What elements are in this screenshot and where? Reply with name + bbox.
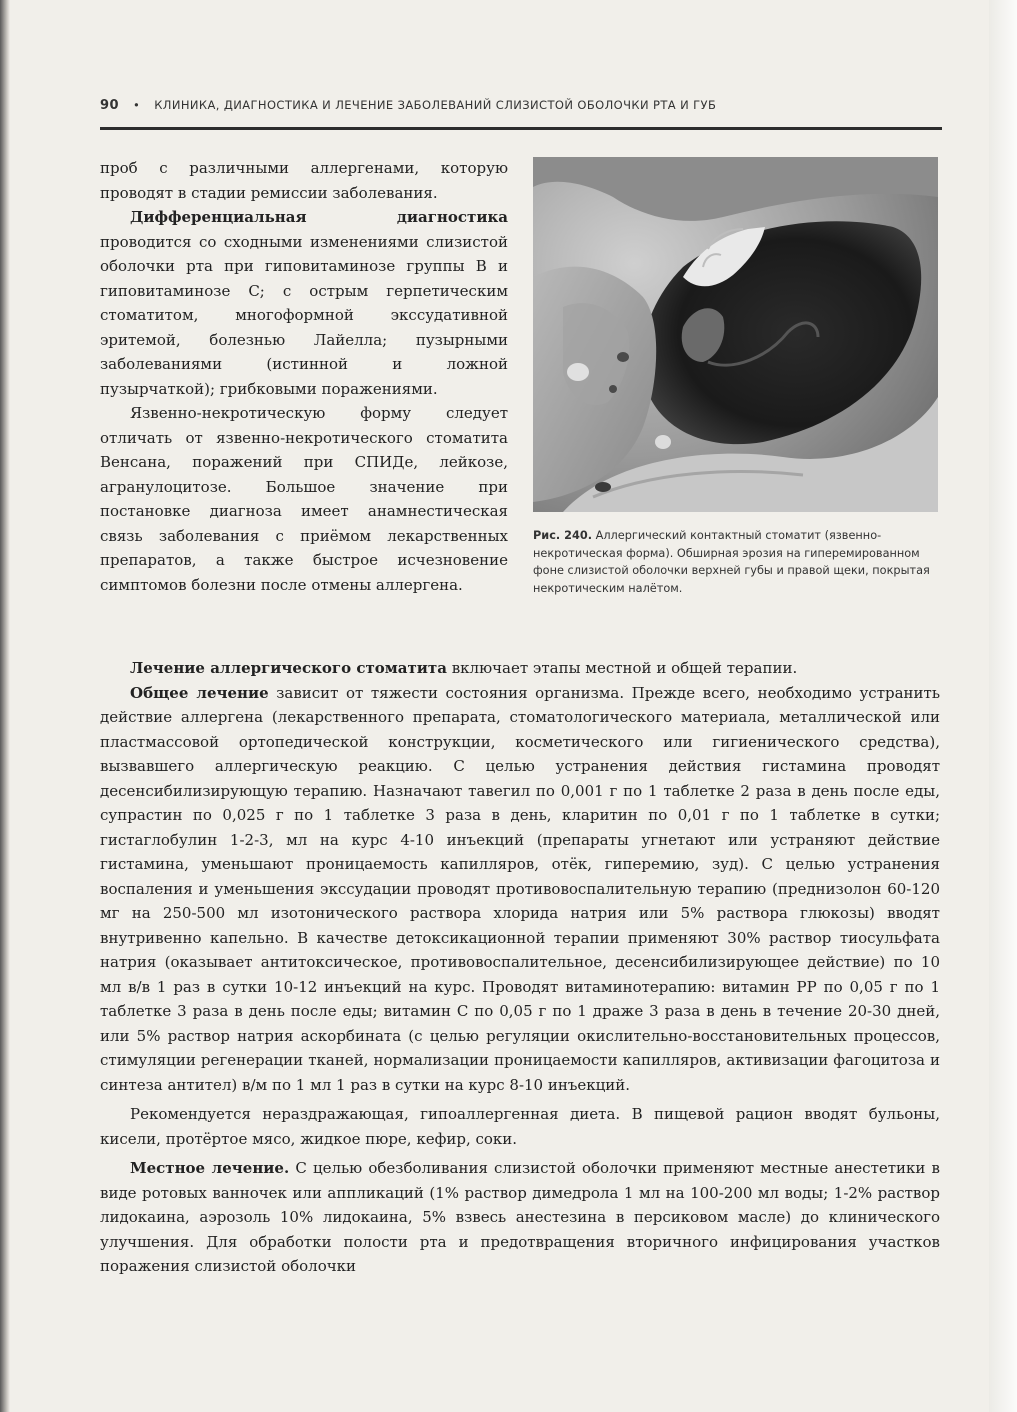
header-bullet: • xyxy=(132,98,141,112)
figure-caption xyxy=(533,527,943,597)
page-edge xyxy=(989,0,1017,1412)
full-width-text xyxy=(100,656,940,1279)
book-spine-shadow xyxy=(0,0,10,1412)
page-number: 90 xyxy=(100,98,119,113)
header-rule xyxy=(100,127,942,130)
running-title: КЛИНИКА, ДИАГНОСТИКА И ЛЕЧЕНИЕ ЗАБОЛЕВАНИЙ СЛИЗИСТОЙ ОБОЛОЧКИ РТА И ГУБ xyxy=(154,98,717,112)
paragraph: Язвенно-некротическую форму следует отличать от язвенно-некротического стоматита Венсана, поражений при СПИДе, лейкозе, агранулоцитозе. Большое значение при постановке диагноза имеет анамнестическая связь заболевания с приёмом лекарственных препаратов, а также быстрое исчезновение симптомов болезни после отмены аллергена. xyxy=(100,404,508,594)
term-bold: Дифференциальная диагностика xyxy=(130,208,508,226)
figure-caption-text: Аллергический контактный стоматит (язвенно-некротическая форма). Обширная эрозия на гиперемированном фоне слизистой оболочки верхней губы и правой щеки, покрытая некротическим налётом. xyxy=(533,529,930,595)
clinical-photo-image xyxy=(533,157,938,512)
term-bold: Местное лечение. xyxy=(130,1159,290,1177)
clinical-photo xyxy=(533,157,938,512)
paragraph-treatment-intro: Лечение аллергического стоматита включает этапы местной и общей терапии. xyxy=(130,659,798,677)
figure-label: Рис. 240. xyxy=(533,529,592,542)
paragraph-diet: Рекомендуется нераздражающая, гипоаллергенная диета. В пищевой рацион вводят бульоны, кисели, протёртое мясо, жидкое пюре, кефир, соки. xyxy=(100,1105,940,1148)
paragraph-differential-diagnosis: Дифференциальная диагностика проводится со сходными изменениями слизистой оболочки рта при гиповитаминозе группы В и гиповитаминозе С; с острым герпетическим стоматитом, многоформной экссудативной эритемой, болезнью Лайелла; пузырными заболеваниями (истинной и ложной пузырчаткой); грибковыми поражениями. xyxy=(100,208,508,398)
term-bold: Общее лечение xyxy=(130,683,269,702)
paragraph: проб с различными аллергенами, которую проводят в стадии ремиссии заболевания. xyxy=(100,159,508,202)
paragraph-general-treatment: Общее лечение зависит от тяжести состояния организма. Прежде всего, необходимо устранить действие аллергена (лекарственного препарата, стоматологического материала, металлической или пластмассовой ортопедической конструкции, косметического или гигиенического средства), вызвавшего аллергическую реакцию. С целью устранения действия гистамина проводят десенсибилизирующую терапию. Назначают тавегил по 0,001 г по 1 таблетке 2 раза в день после еды, супрастин по 0,025 г по 1 таблетке 3 раза в день, кларитин по 0,01 г по 1 таблетке в сутки; гистаглобулин 1-2-3, мл на курс 4-10 инъекций (препараты угнетают или устраняют действие гистамина, уменьшают проницаемость капилляров, отёк, гиперемию, зуд). С целью устранения воспаления и уменьшения экссудации проводят противовоспалительную терапию (преднизолон 60-120 мг на 250-500 мл изотонического раствора хлорида натрия или 5% раствора глюкозы) вводят внутривенно капельно. В качестве детоксикационной терапии применяют 30% раствор тиосульфата натрия (оказывает антитоксическое, противовоспалительное, десенсибилизирующее действие) по 10 мл в/в 1 раз в сутки 10-12 инъекций на курс. Проводят витаминотерапию: витамин РР по 0,05 г по 1 таблетке 3 раза в день после еды; витамин С по 0,05 г по 1 драже 3 раза в день в течение 20-30 дней, или 5% раствор натрия аскорбината (с целью регуляции окислительно-восстановительных процессов, стимуляции регенерации тканей, нормализации проницаемости капилляров, активизации фагоцитоза и синтеза антител) в/м по 1 мл 1 раз в сутки на курс 8-10 инъекций. xyxy=(100,683,940,1094)
running-header xyxy=(100,98,940,118)
paragraph-local-treatment: Местное лечение. С целью обезболивания слизистой оболочки применяют местные анестетики в виде ротовых ванночек или аппликаций (1% раствор димедрола 1 мл на 100-200 мл воды; 1-2% раствор лидокаина, аэрозоль 10% лидокаина, 5% взвесь анестезина в персиковом масле) до клинического улучшения. Для обработки полости рта и предотвращения вторичного инфицирования участков поражения слизистой оболочки xyxy=(100,1159,940,1275)
left-text-column xyxy=(100,156,508,597)
term-bold: Лечение аллергического стоматита xyxy=(130,659,447,677)
